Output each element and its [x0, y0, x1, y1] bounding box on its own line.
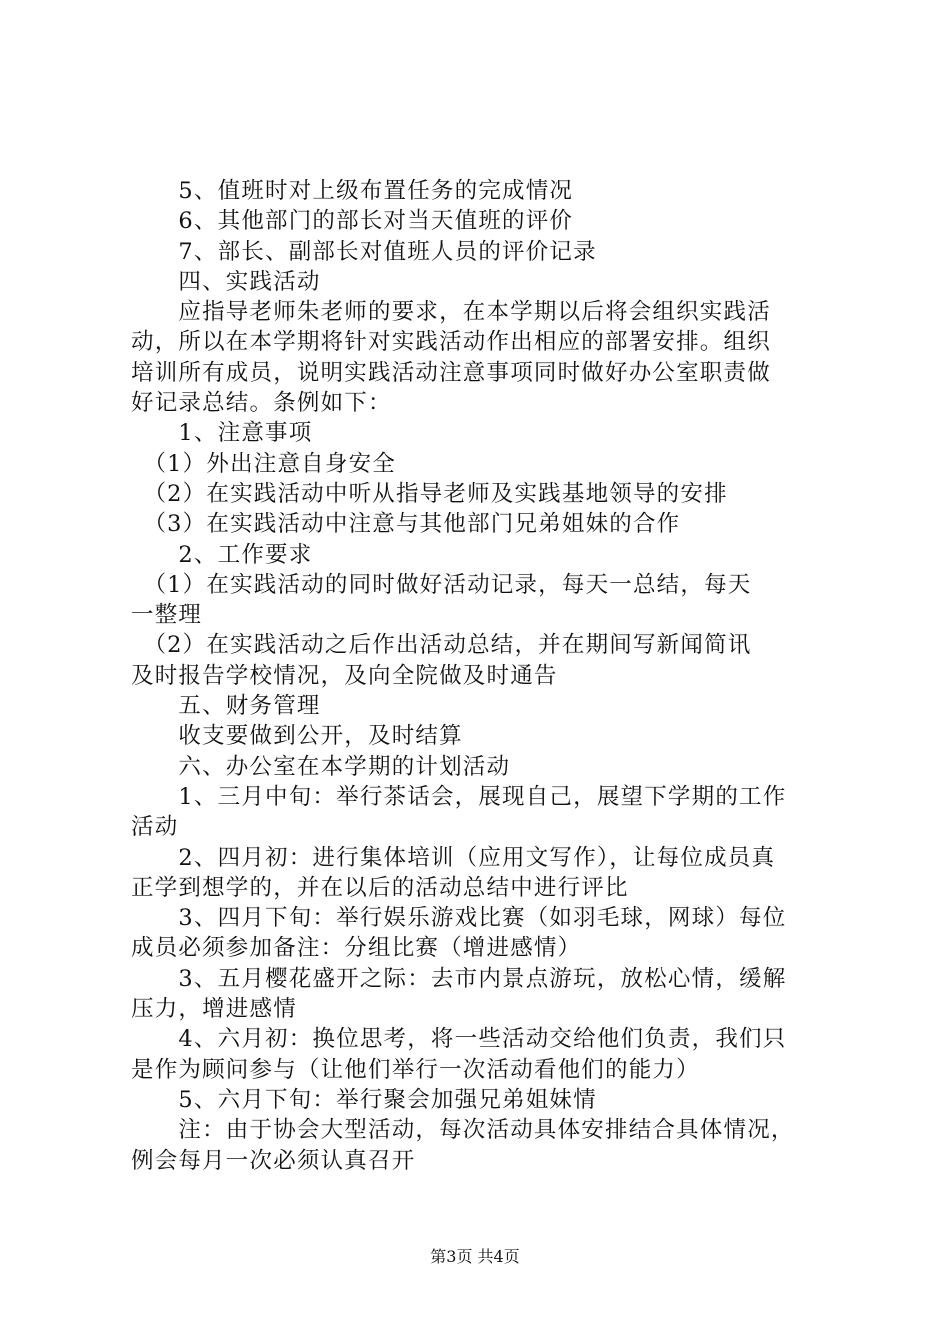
page-footer: 第3页 共4页 — [430, 1247, 520, 1266]
text-line: 应指导老师朱老师的要求，在本学期以后将会组织实践活 — [131, 299, 771, 326]
text-line: 5、六月下旬：举行聚会加强兄弟姐妹情 — [131, 1086, 597, 1113]
text-line: 六、办公室在本学期的计划活动 — [131, 753, 511, 780]
text-line: 五、财务管理 — [131, 693, 321, 720]
text-line: 培训所有成员，说明实践活动注意事项同时做好办公室职责做 — [131, 359, 771, 386]
text-line: 4、六月初：换位思考，将一些活动交给他们负责，我们只 — [131, 1026, 787, 1053]
text-line: 正学到想学的，并在以后的活动总结中进行评比 — [131, 874, 629, 901]
text-line: 3、五月樱花盛开之际：去市内景点游玩，放松心情，缓解 — [131, 965, 787, 992]
text-line: 是作为顾问参与（让他们举行一次活动看他们的能力） — [131, 1056, 700, 1083]
text-line: 7、部长、副部长对值班人员的评价记录 — [131, 238, 597, 265]
text-line: （2）在实践活动之后作出活动总结，并在期间写新闻简讯 — [131, 632, 752, 659]
document-body — [131, 176, 831, 1176]
text-line: 2、四月初：进行集体培训（应用文写作），让每位成员真 — [131, 844, 776, 871]
text-line: 2、工作要求 — [131, 541, 313, 568]
text-line: （2）在实践活动中听从指导老师及实践基地领导的安排 — [131, 480, 728, 507]
text-line: 1、注意事项 — [131, 420, 313, 447]
text-line: （3）在实践活动中注意与其他部门兄弟姐妹的合作 — [131, 511, 681, 538]
text-line: 成员必须参加备注：分组比赛（增进感情） — [131, 935, 582, 962]
text-line: 好记录总结。条例如下： — [131, 390, 392, 417]
text-line: 压力，增进感情 — [131, 996, 297, 1023]
text-line: 1、三月中旬：举行茶话会，展现自己，展望下学期的工作 — [131, 783, 787, 810]
text-line: 一整理 — [131, 602, 203, 629]
text-line: 例会每月一次必须认真召开 — [131, 1147, 416, 1174]
text-line: 5、值班时对上级布置任务的完成情况 — [131, 178, 574, 204]
text-line: 及时报告学校情况，及向全院做及时通告 — [131, 662, 558, 689]
text-line: （1）外出注意自身安全 — [131, 450, 396, 477]
text-line: 收支要做到公开，及时结算 — [131, 723, 463, 750]
text-line: 四、实践活动 — [131, 268, 321, 295]
text-line: 动，所以在本学期将针对实践活动作出相应的部署安排。组织 — [131, 329, 771, 356]
text-line: 注：由于协会大型活动，每次活动具体安排结合具体情况， — [131, 1117, 795, 1144]
text-line: 活动 — [131, 814, 179, 841]
text-line: 3、四月下旬：举行娱乐游戏比赛（如羽毛球，网球）每位 — [131, 905, 787, 932]
text-line: 6、其他部门的部长对当天值班的评价 — [131, 208, 574, 235]
text-line: （1）在实践活动的同时做好活动记录，每天一总结，每天 — [131, 571, 752, 598]
